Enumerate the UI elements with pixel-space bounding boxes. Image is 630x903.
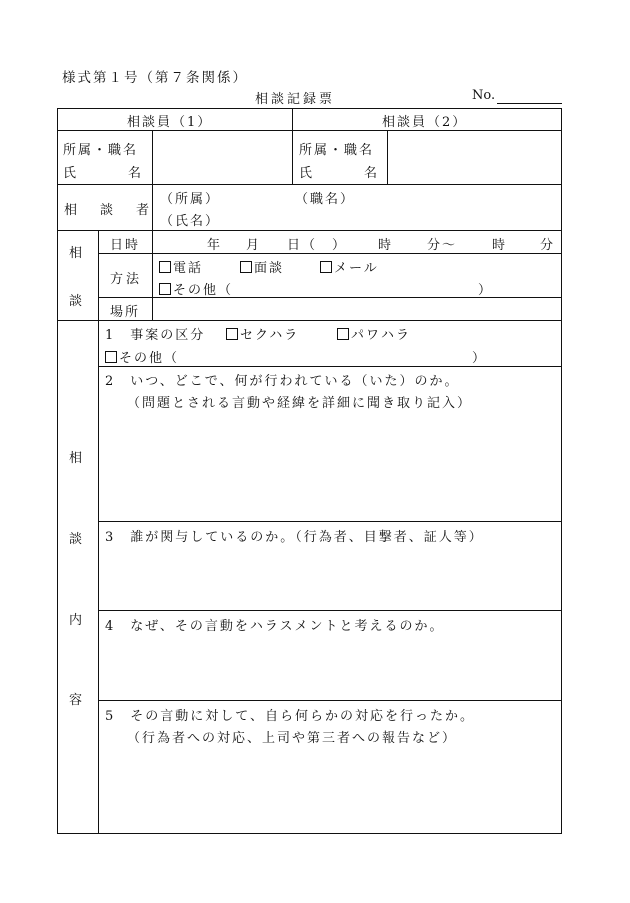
rule <box>98 521 562 522</box>
checkbox-icon[interactable] <box>159 261 171 273</box>
counselor-2-affil-label: 所属・職名 <box>299 143 375 158</box>
rule <box>98 230 99 834</box>
checkbox-icon[interactable] <box>226 328 238 340</box>
consult-side-label-2: 談 <box>69 294 85 309</box>
counselor-1-affil-label: 所属・職名 <box>63 143 139 158</box>
checkbox-icon[interactable] <box>240 261 252 273</box>
checkbox-icon[interactable] <box>159 283 171 295</box>
counselor-2-input[interactable] <box>388 131 561 183</box>
content-side-label-1: 相 <box>69 451 85 466</box>
item1-other-close: ） <box>472 351 488 366</box>
method-face-option[interactable] <box>240 257 284 276</box>
item1-other-label: その他（ <box>119 351 180 366</box>
time-minute-start-label: 分～ <box>427 238 458 253</box>
counselor-1-header: 相談員（1） <box>127 115 213 130</box>
method-other-close: ） <box>478 283 494 298</box>
item1-opt2-label: パワハラ <box>351 328 412 343</box>
item1-other-option[interactable] <box>105 347 179 366</box>
time-minute-end-label: 分 <box>540 238 556 253</box>
item2-subtitle: （問題とされる言動や経緯を詳細に聞き取り記入） <box>127 396 473 411</box>
method-mail-label: メール <box>334 261 379 276</box>
record-number-label: No. <box>472 88 496 103</box>
record-number-field[interactable] <box>497 103 562 104</box>
consult-side-label-1: 相 <box>69 246 85 261</box>
consulter-affil-label: （所属） <box>160 192 221 207</box>
item5-subtitle: （行為者への対応、上司や第三者への報告など） <box>127 731 458 746</box>
checkbox-icon[interactable] <box>337 328 349 340</box>
method-phone-label: 電話 <box>173 261 204 276</box>
item2-title: 2 いつ、どこで、何が行われている（いた）のか。 <box>105 374 460 389</box>
item3-title: 3 誰が関与しているのか。（行為者、目撃者、証人等） <box>105 530 484 545</box>
consulter-post-label: （職名） <box>295 192 356 207</box>
item4-answer-area[interactable] <box>99 635 561 699</box>
place-label: 場所 <box>110 305 141 320</box>
method-other-option[interactable] <box>159 279 233 298</box>
method-other-label: その他（ <box>173 283 234 298</box>
method-mail-option[interactable] <box>320 257 379 276</box>
page-title: 相談記録票 <box>255 92 336 107</box>
item1-sexual-harassment-option[interactable] <box>226 324 299 343</box>
date-day-label: 日（ ） <box>287 238 348 253</box>
rule <box>98 366 562 367</box>
counselor-2-name-label-b: 名 <box>364 166 380 181</box>
rule <box>57 320 562 321</box>
item1-opt1-label: セクハラ <box>240 328 300 343</box>
rule <box>57 184 562 185</box>
counselor-2-header: 相談員（2） <box>382 115 468 130</box>
place-input[interactable] <box>153 298 561 319</box>
content-side-label-3: 内 <box>69 613 85 628</box>
item1-power-harassment-option[interactable] <box>337 324 411 343</box>
checkbox-icon[interactable] <box>105 351 117 363</box>
item2-answer-area[interactable] <box>99 412 561 520</box>
time-hour-start-label: 時 <box>378 238 394 253</box>
datetime-label: 日時 <box>110 238 141 253</box>
content-side-label-4: 容 <box>69 693 85 708</box>
consulter-name-label: （氏名） <box>160 214 221 229</box>
item5-answer-area[interactable] <box>99 748 561 833</box>
form-number: 様式第１号（第７条関係） <box>62 70 248 86</box>
item1-title: 1 事案の区分 <box>105 328 206 343</box>
rule <box>98 253 562 254</box>
rule <box>98 700 562 701</box>
counselor-1-name-label-a: 氏 <box>63 166 79 181</box>
rule <box>98 610 562 611</box>
method-phone-option[interactable] <box>159 257 203 276</box>
rule <box>57 230 562 231</box>
consulter-label: 相 談 者 <box>64 203 155 218</box>
method-label: 方法 <box>110 272 143 287</box>
item5-title: 5 その言動に対して、自ら何らかの対応を行ったか。 <box>105 709 476 724</box>
date-month-label: 月 <box>246 238 262 253</box>
counselor-2-name-label-a: 氏 <box>299 166 315 181</box>
content-side-label-2: 談 <box>69 532 85 547</box>
rule <box>292 108 293 184</box>
item3-answer-area[interactable] <box>99 546 561 609</box>
counselor-1-input[interactable] <box>153 131 291 183</box>
item4-title: 4 なぜ、その言動をハラスメントと考えるのか。 <box>105 619 445 634</box>
checkbox-icon[interactable] <box>320 261 332 273</box>
time-hour-end-label: 時 <box>492 238 508 253</box>
date-year-label: 年 <box>207 238 223 253</box>
counselor-1-name-label-b: 名 <box>128 166 144 181</box>
method-face-label: 面談 <box>254 261 285 276</box>
